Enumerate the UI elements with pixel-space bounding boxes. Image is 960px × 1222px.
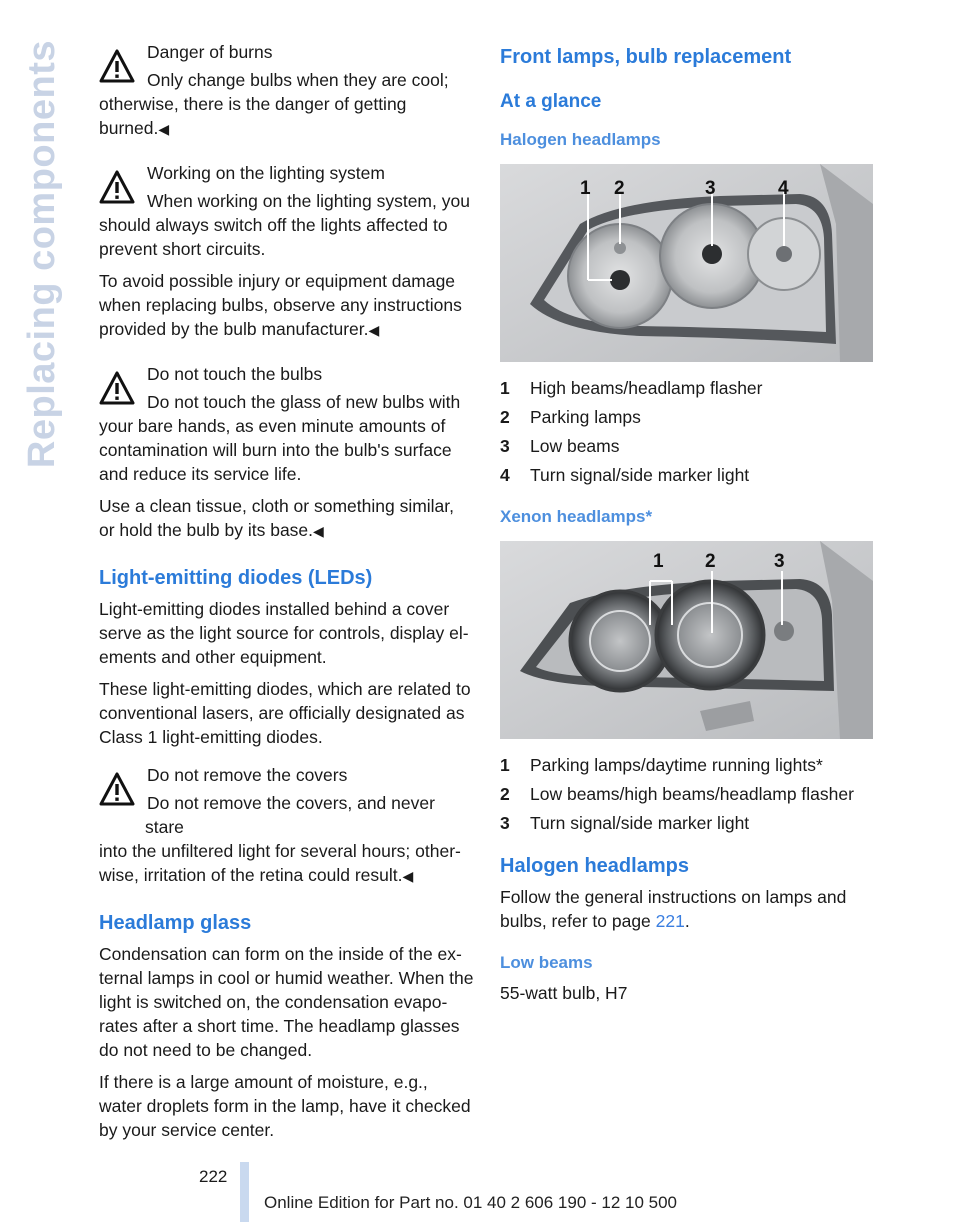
xenon-headlamp-image bbox=[500, 541, 873, 739]
headlamp-glass-heading: Headlamp glass bbox=[99, 912, 252, 934]
warning-covers bbox=[99, 763, 474, 888]
halogen-headlamps-heading: Halogen headlamps bbox=[500, 855, 689, 877]
warning-text-cont: into the unfiltered light for several hours; other- wise, irritation of the retina could result. bbox=[99, 841, 461, 885]
warning-lighting bbox=[99, 161, 474, 261]
main-heading: Front lamps, bulb replacement bbox=[500, 46, 792, 68]
low-beams-subheading: Low beams bbox=[500, 953, 593, 972]
warning-icon bbox=[99, 771, 135, 807]
xenon-headlamp-figure bbox=[500, 541, 873, 739]
warning-icon bbox=[99, 169, 135, 205]
halogen-subheading: Halogen headlamps bbox=[500, 130, 661, 149]
halogen-legend-list bbox=[500, 376, 873, 487]
warning-text-cont: should always switch off the lights affected to prevent short circuits. bbox=[99, 215, 448, 259]
warning-text: Do not remove the covers, and never stare bbox=[145, 793, 435, 837]
xenon-legend-list bbox=[500, 753, 873, 835]
side-tab-label: Replacing components bbox=[20, 40, 63, 469]
list-item: 3 Turn signal/side marker light bbox=[500, 813, 750, 833]
warning-title: Do not touch the bulbs bbox=[147, 364, 323, 384]
halogen-headlamp-figure bbox=[500, 164, 873, 362]
list-item: 2 Parking lamps bbox=[500, 407, 641, 427]
warning-text-cont: your bare hands, as even minute amounts of contamination will burn into the bulb's surface and reduce its service life. bbox=[99, 416, 452, 484]
warning-text: Only change bulbs when they are cool; bbox=[147, 70, 449, 90]
low-beams-text: 55-watt bulb, H7 bbox=[500, 983, 628, 1003]
list-item: 3 Low beams bbox=[500, 436, 620, 456]
edition-note: Online Edition for Part no. 01 40 2 606 190 - 12 10 500 bbox=[264, 1193, 678, 1212]
warning-title: Danger of burns bbox=[147, 42, 273, 62]
page-link[interactable]: 221 bbox=[655, 911, 685, 931]
warning-title: Working on the lighting system bbox=[147, 163, 385, 183]
xenon-subheading: Xenon headlamps* bbox=[500, 507, 653, 526]
glass-paragraph-1: Condensation can form on the inside of the ex- ternal lamps in cool or humid weather. When the light is switched on, the condensation evapo- rates after a short time. The headlamp glasses do not need to be changed. bbox=[99, 944, 474, 1060]
list-item: 1 Parking lamps/daytime running lights* bbox=[500, 755, 823, 775]
leds-heading: Light-emitting diodes (LEDs) bbox=[99, 567, 373, 589]
callout-label: 2 bbox=[614, 178, 625, 199]
list-item: 2 Low beams/high beams/headlamp flasher bbox=[500, 784, 854, 804]
list-item: 1 High beams/headlamp flasher bbox=[500, 378, 763, 398]
warning-title: Do not remove the covers bbox=[147, 765, 348, 785]
leds-paragraph-2: These light-emitting diodes, which are related to conventional lasers, are officially designated as Class 1 light-emitting diodes. bbox=[99, 679, 471, 747]
end-mark: ◀ bbox=[313, 523, 324, 539]
callout-label: 1 bbox=[653, 551, 664, 572]
callout-label: 1 bbox=[580, 178, 591, 199]
callout-label: 2 bbox=[705, 551, 716, 572]
warning-icon bbox=[99, 370, 135, 406]
injury-paragraph: To avoid possible injury or equipment damage when replacing bulbs, observe any instructions provided by the bulb manufacturer. bbox=[99, 271, 462, 339]
list-item: 4 Turn signal/side marker light bbox=[500, 465, 750, 485]
leds-paragraph-1: Light-emitting diodes installed behind a cover serve as the light source for controls, display el- ements and other equipment. bbox=[99, 599, 469, 667]
tissue-paragraph: Use a clean tissue, cloth or something similar, or hold the bulb by its base. bbox=[99, 496, 455, 540]
end-mark: ◀ bbox=[402, 868, 414, 884]
halogen-headlamp-image bbox=[500, 164, 873, 362]
footer-bar bbox=[240, 1162, 249, 1222]
end-mark: ◀ bbox=[158, 121, 170, 137]
halogen-paragraph: Follow the general instructions on lamps and bulbs, refer to page 221. bbox=[500, 887, 847, 931]
callout-label: 3 bbox=[774, 551, 785, 572]
warning-text: Do not touch the glass of new bulbs with bbox=[147, 392, 461, 412]
page-number: 222 bbox=[199, 1167, 228, 1186]
warning-icon bbox=[99, 48, 135, 84]
warning-touch bbox=[99, 362, 474, 486]
glass-paragraph-2: If there is a large amount of moisture, e.g., water droplets form in the lamp, have it checked by your service center. bbox=[99, 1072, 471, 1140]
warning-text: When working on the lighting system, you bbox=[147, 191, 470, 211]
end-mark: ◀ bbox=[368, 322, 380, 338]
warning-text-cont: otherwise, there is the danger of getting burned. bbox=[99, 94, 407, 138]
callout-label: 3 bbox=[705, 178, 716, 199]
warning-burns bbox=[99, 40, 474, 141]
side-tab bbox=[22, 40, 62, 1170]
callout-label: 4 bbox=[778, 178, 789, 199]
at-a-glance-heading: At a glance bbox=[500, 91, 602, 112]
left-column bbox=[99, 40, 474, 1150]
right-column bbox=[500, 40, 873, 1013]
